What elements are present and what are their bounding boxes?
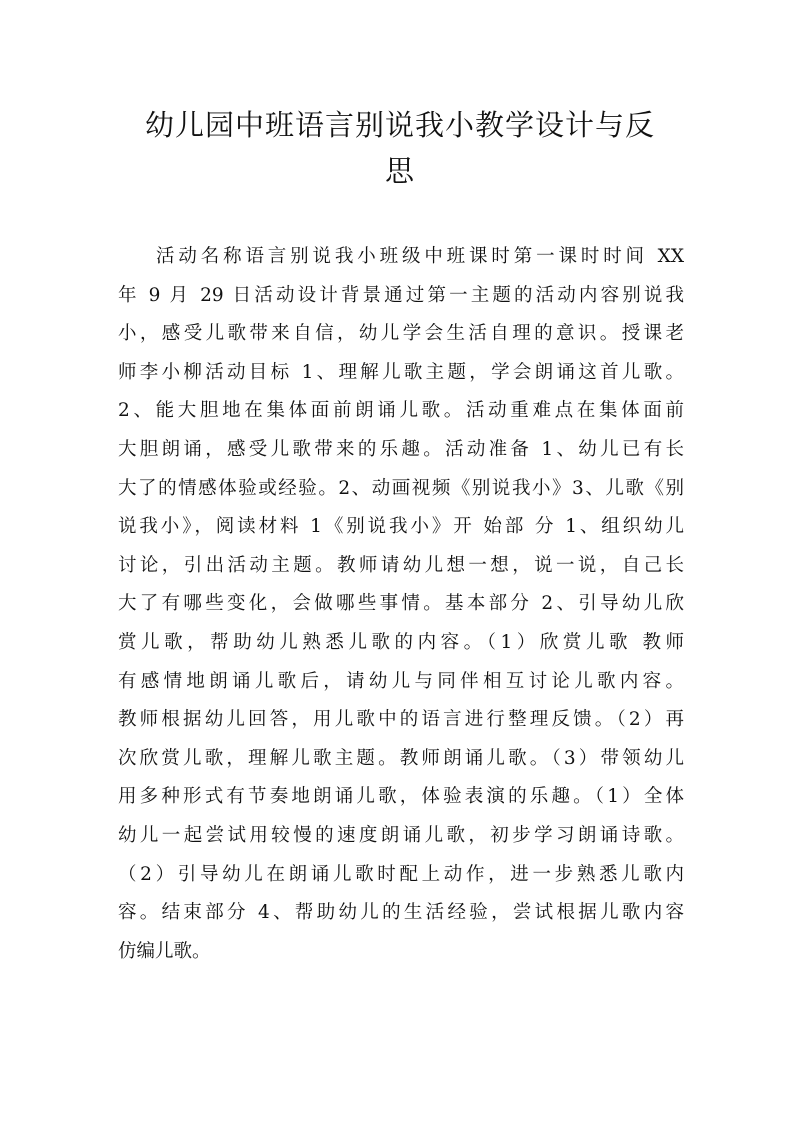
body-line: 赏儿歌，帮助幼儿熟悉儿歌的内容。（1）欣赏儿歌 教师 — [118, 631, 684, 653]
body-line: 容。结束部分 4、帮助幼儿的生活经验，尝试根据儿歌内容 — [118, 902, 684, 924]
body-line: 教师根据幼儿回答，用儿歌中的语言进行整理反馈。（2）再 — [118, 709, 684, 731]
body-line: 2、能大胆地在集体面前朗诵儿歌。活动重难点在集体面前 — [118, 400, 684, 422]
body-line: 用多种形式有节奏地朗诵儿歌，体验表演的乐趣。（1）全体 — [118, 786, 684, 808]
title-line: 幼儿园中班语言别说我小教学设计与反 — [144, 108, 655, 142]
body-line: 师李小柳活动目标 1、理解儿歌主题，学会朗诵这首儿歌。 — [118, 361, 684, 383]
body-line: 仿编儿歌。 — [118, 940, 211, 962]
body-line: 有感情地朗诵儿歌后，请幼儿与同伴相互讨论儿歌内容。 — [118, 670, 684, 692]
body-line: 大了的情感体验或经验。2、动画视频《别说我小》3、儿歌《别 — [118, 477, 684, 499]
document-body — [118, 238, 684, 971]
document-title — [110, 102, 690, 194]
title-line: 思 — [384, 154, 415, 188]
body-line: 大了有哪些变化，会做哪些事情。基本部分 2、引导幼儿欣 — [118, 593, 684, 615]
body-line: 讨论，引出活动主题。教师请幼儿想一想，说一说，自己长 — [118, 554, 684, 576]
body-line: 次欣赏儿歌，理解儿歌主题。教师朗诵儿歌。（3）带领幼儿 — [118, 747, 684, 769]
body-line: 活动名称语言别说我小班级中班课时第一课时时间 XX — [156, 246, 684, 267]
body-line: 幼儿一起尝试用较慢的速度朗诵儿歌，初步学习朗诵诗歌。 — [118, 824, 684, 846]
body-line: 小，感受儿歌带来自信，幼儿学会生活自理的意识。授课老 — [118, 323, 684, 345]
body-line: 说我小》，阅读材料 1《别说我小》开 始部 分 1、组织幼儿 — [118, 516, 684, 538]
body-line: 大胆朗诵，感受儿歌带来的乐趣。活动准备 1、幼儿已有长 — [118, 438, 684, 460]
body-line: （2）引导幼儿在朗诵儿歌时配上动作，进一步熟悉儿歌内 — [118, 863, 684, 885]
body-line: 年 9 月 29 日活动设计背景通过第一主题的活动内容别说我 — [118, 284, 684, 306]
